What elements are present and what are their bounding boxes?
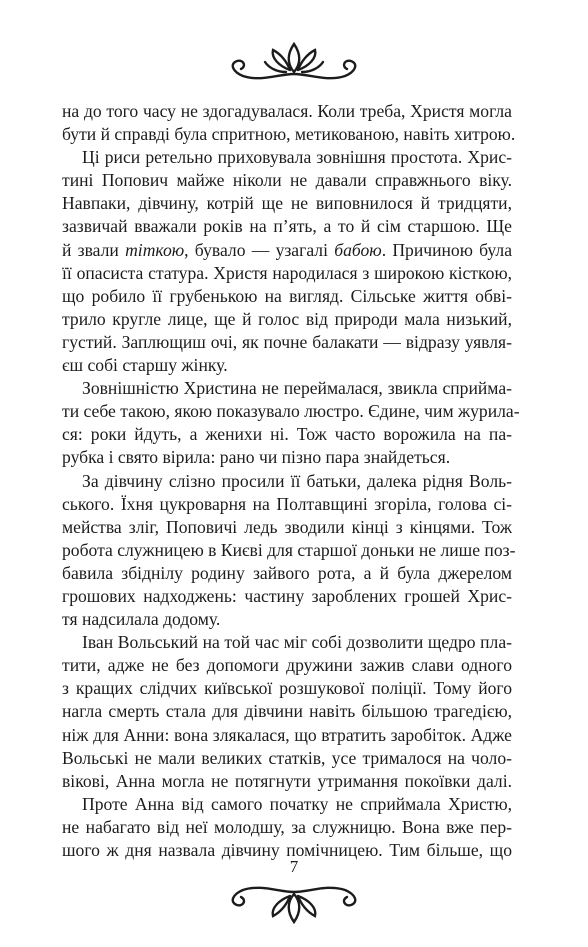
text-line: густий. Заплющиш очі, як почне балакати — відразу уявля- [62,331,512,352]
text-line: ти себе такою, якою показувало люстро. Єдине, чим журила- [62,401,520,422]
text-line: Проте Анна від самого початку не сприймала Христю, [82,793,512,814]
text-line: Іван Вольський на той час міг собі дозволити щедро пла- [82,632,512,653]
text-line: тя надсилала додому. [62,609,221,630]
text-line: Навпаки, дівчину, котрій ще не виповнилося й тридцяти, [62,193,512,214]
text-line: мейства зліг, Поповичі ледь зводили кінці з кінцями. Тож [62,516,512,537]
text-fragment: . Причиною була [381,239,512,260]
italic-word: бабою [334,239,382,260]
text-line: Зовнішністю Христина не переймалася, звикла сприйма- [82,378,512,399]
text-line: ніж для Анни: вона злякалася, що втратить заробіток. Адже [62,724,512,745]
text-line: рубка і свято вірила: рано чи пізно пара знайдеться. [62,447,451,468]
text-line: її опасиста статура. Христя народилася з широкою кісткою, [62,262,512,283]
text-line: що робило її грубенькою на вигляд. Сільське життя обві- [62,285,512,306]
text-line: тити, адже не без допомоги дружини зажив слави одного [62,655,512,676]
text-line: Вольські не мали великих статків, усе трималося на чоло- [62,747,512,768]
text-line: За дівчину слізно просили її батьки, далека рідня Воль- [82,470,512,491]
body-text [62,100,520,862]
text-line: не набагато від неї молодшу, за служницю. Вона вже пер- [62,816,512,837]
text-line: нагла смерть стала для дівчини навіть більшою трагедією, [62,701,512,722]
text-line-with-italics [62,239,512,262]
text-line: на до того часу не здогадувалася. Коли треба, Христя могла [62,101,512,121]
text-fragment: й звали [62,239,126,260]
italic-word: тіткою [125,239,185,260]
text-line: ського. Їхня цукроварня на Полтавщині згоріла, голова сі- [62,493,512,514]
text-line: бавила збіднілу родину зайвого рота, а й була джерелом [62,562,512,583]
text-line: грошових надходжень: частину зароблених грошей Хрис- [62,585,512,606]
flourish-ornament-icon [219,880,369,930]
top-ornament [0,36,588,96]
text-line: тині Попович майже ніколи не давали справжнього віку. [62,170,512,191]
text-line: ся: роки йдуть, а женихи ні. Тож часто ворожила на па- [62,424,512,445]
text-line: Ці риси ретельно приховувала зовнішня простота. Хрис- [82,147,512,168]
text-line: з кращих слідчих київської розшукової поліції. Тому його [62,678,512,699]
flourish-ornament-icon [219,36,369,86]
text-line: шого ж дня назвала дівчину помічницею. Тим більше, що [62,840,512,860]
page-number: 7 [289,857,299,876]
text-line: трило кругле лице, ще й голос від природи мала низький, [62,308,512,329]
text-line: єш собі старшу жінку. [62,355,228,376]
text-line: зазвичай вважали років на п’ять, а то й сім старшою. Ще [62,216,512,237]
text-fragment: , бувало — узагалі [184,239,335,260]
text-line: бути й справді була спритною, метикованою, навіть хитрою. [62,124,516,145]
text-line: робота служницею в Києві для старшої доньки не лише поз- [62,539,516,560]
text-line: вікові, Анна могла не потягнути утримання покоївки далі. [62,770,512,791]
bottom-ornament [0,880,588,940]
